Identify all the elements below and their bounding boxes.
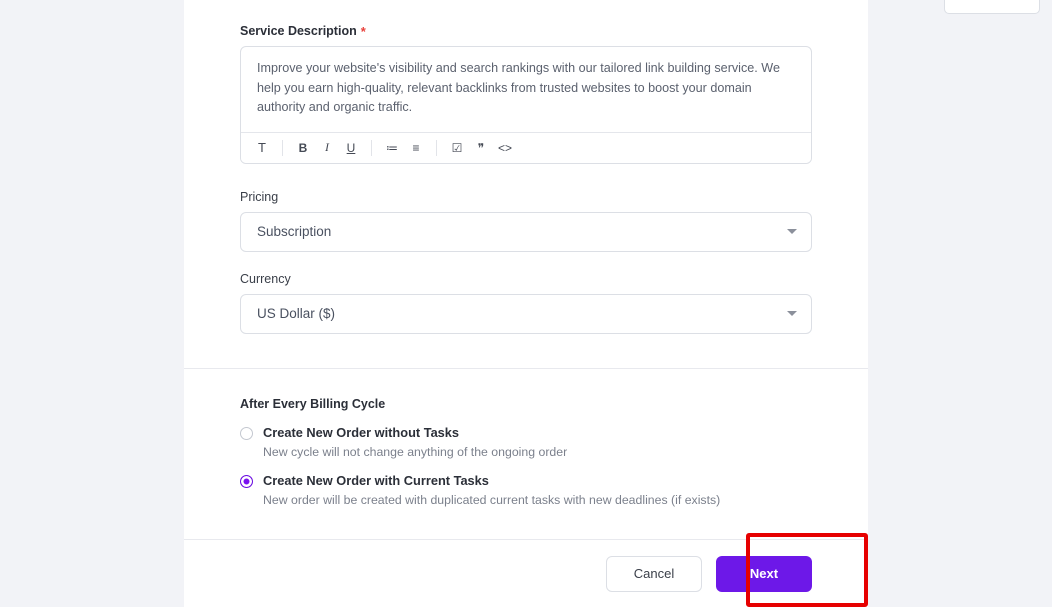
pricing-select[interactable] bbox=[240, 212, 812, 252]
service-description-label bbox=[240, 24, 812, 38]
pricing-select-value: Subscription bbox=[257, 224, 332, 240]
italic-icon[interactable]: I bbox=[325, 140, 329, 155]
radio-with-tasks[interactable] bbox=[240, 475, 253, 488]
currency-select-value: US Dollar ($) bbox=[257, 306, 336, 322]
currency-section bbox=[184, 252, 868, 368]
next-button[interactable]: Next bbox=[716, 556, 812, 592]
description-editor[interactable] bbox=[240, 46, 812, 164]
required-asterisk: * bbox=[360, 23, 366, 39]
cancel-button[interactable]: Cancel bbox=[606, 556, 702, 592]
chevron-down-icon bbox=[787, 229, 797, 234]
description-textarea[interactable]: Improve your website's visibility and search rankings with our tailored link building service. We help you earn high-quality, relevant backlinks from trusted websites to boost your domain authority and organic traffic. bbox=[257, 61, 780, 115]
page-background-right bbox=[868, 0, 1052, 607]
radio-with-tasks-description: New order will be created with duplicated current tasks with new deadlines (if exists) bbox=[263, 492, 721, 507]
pricing-section bbox=[184, 164, 868, 252]
checklist-icon[interactable]: ☑ bbox=[451, 140, 463, 155]
radio-without-tasks-title: Create New Order without Tasks bbox=[263, 424, 460, 440]
ordered-list-icon[interactable]: ≔ bbox=[386, 140, 398, 155]
service-form-modal bbox=[184, 0, 868, 607]
modal-footer bbox=[184, 539, 868, 607]
currency-label: Currency bbox=[240, 271, 291, 286]
toolbar-divider bbox=[436, 140, 437, 156]
radio-without-tasks[interactable] bbox=[240, 427, 253, 440]
billing-option-with-tasks[interactable] bbox=[240, 473, 812, 507]
billing-cycle-label: After Every Billing Cycle bbox=[240, 396, 386, 411]
toolbar-divider bbox=[282, 140, 283, 156]
code-icon[interactable]: <> bbox=[497, 140, 512, 155]
billing-cycle-section bbox=[184, 369, 868, 507]
pricing-label: Pricing bbox=[240, 189, 279, 204]
toolbar-divider bbox=[371, 140, 372, 156]
radio-without-tasks-description: New cycle will not change anything of the ongoing order bbox=[263, 444, 568, 459]
billing-option-without-tasks[interactable] bbox=[240, 425, 812, 459]
chevron-down-icon bbox=[787, 311, 797, 316]
page-background-left bbox=[0, 0, 184, 607]
quote-icon[interactable]: ❞ bbox=[477, 140, 485, 155]
description-section bbox=[184, 0, 868, 164]
radio-with-tasks-title: Create New Order with Current Tasks bbox=[263, 472, 489, 488]
underline-icon[interactable]: U bbox=[346, 140, 356, 155]
text-style-icon[interactable]: T bbox=[258, 140, 266, 156]
top-right-button-stub[interactable] bbox=[944, 0, 1040, 14]
bullet-list-icon[interactable]: ≡ bbox=[412, 140, 420, 155]
editor-toolbar bbox=[241, 132, 811, 163]
bold-icon[interactable]: B bbox=[298, 140, 308, 155]
currency-select[interactable] bbox=[240, 294, 812, 334]
service-description-label-text: Service Description bbox=[240, 24, 357, 38]
